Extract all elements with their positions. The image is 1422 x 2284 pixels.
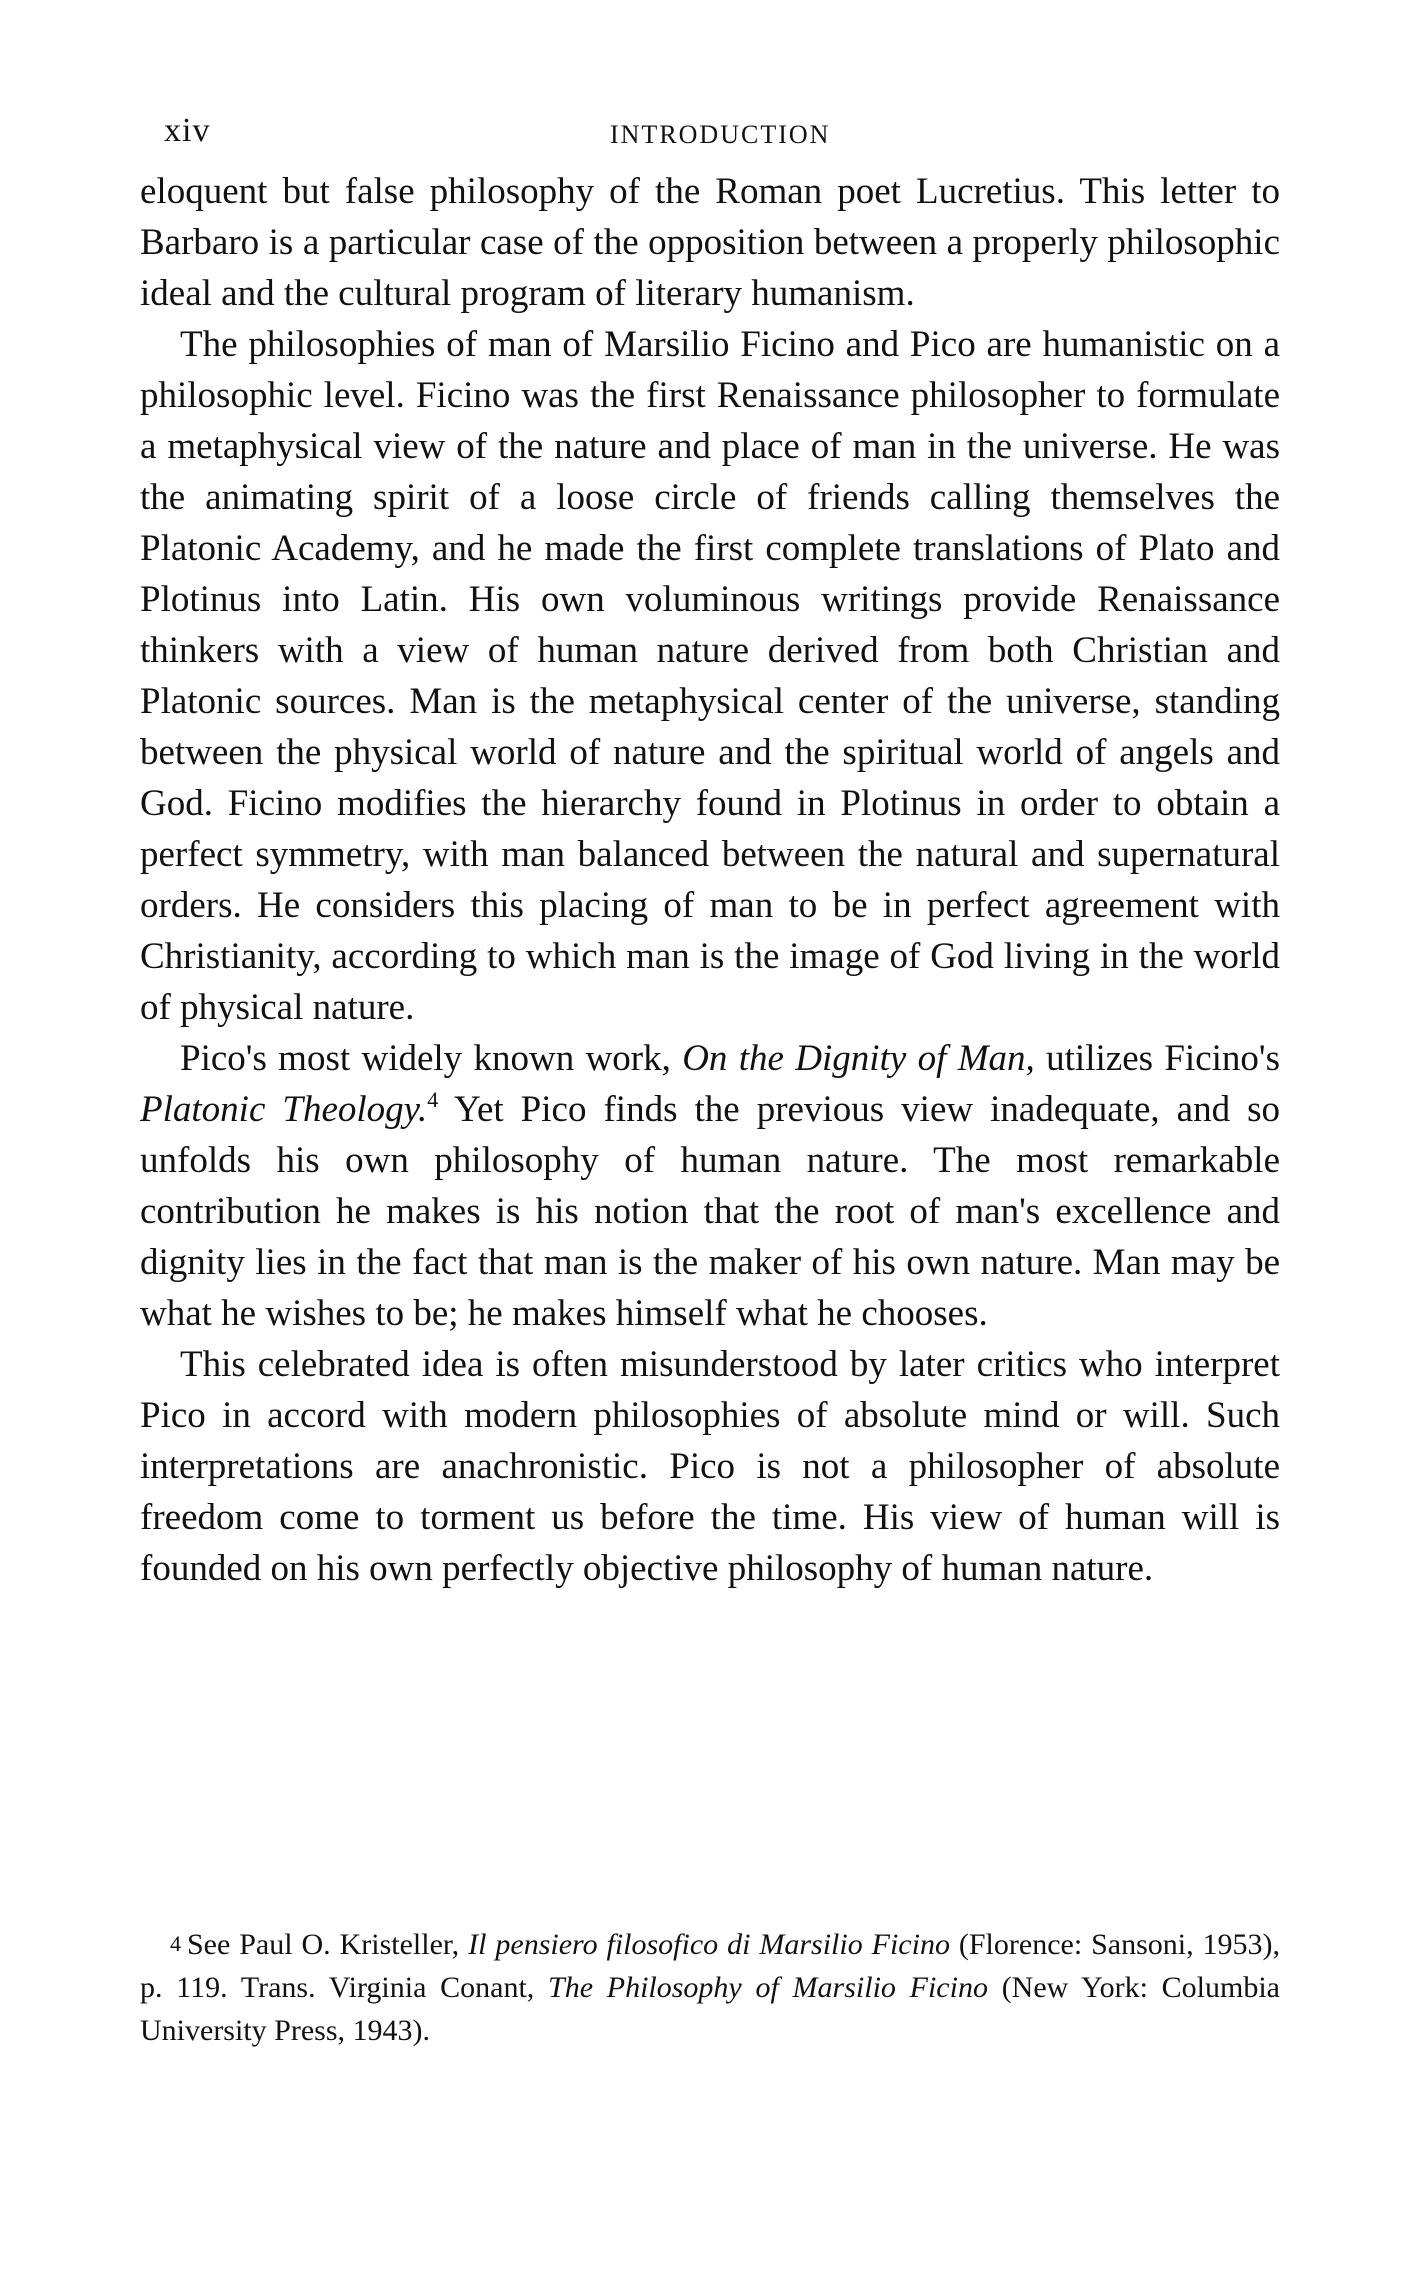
footnote-title-il-pensiero: Il pensiero filosofico di Marsilio Ficino <box>468 1928 950 1961</box>
footnote-text-a: See Paul O. Kristeller, <box>187 1928 469 1961</box>
footnote-text-b: (Florence: Sansoni, 1953), p. 119. Trans. Virginia Conant, <box>140 1928 1281 2004</box>
paragraph-3-text-b: utilizes Ficino's <box>1034 1038 1280 1079</box>
footnote <box>140 1922 1280 2052</box>
footnote-number: 4 <box>170 1931 181 1956</box>
body-text <box>140 166 1280 1594</box>
page-header <box>164 112 1286 162</box>
work-title-platonic-theology: Platonic Theology. <box>140 1089 428 1130</box>
work-title-dignity-of-man: On the Dignity of Man, <box>682 1038 1035 1079</box>
paragraph-3 <box>140 1033 1280 1339</box>
paragraph-4: This celebrated idea is often misunderstood by later critics who interpret Pico in accord with modern philosophies of absolute mind or will. Such interpretations are anachronistic. Pico is not a philosopher of absolute freedom come to torment us before the time. His view of human will is founded on his own perfectly objective philosophy of human nature. <box>140 1344 1280 1589</box>
paragraph-1: eloquent but false philosophy of the Roman poet Lucretius. This letter to Barbaro is a particular case of the opposition between a properly philosophic ideal and the cultural program of literary humanism. <box>140 171 1280 314</box>
footnote-title-philosophy-of-ficino: The Philosophy of Marsilio Ficino <box>548 1971 988 2004</box>
footnote-text-c: (New York: Columbia University Press, 1943). <box>140 1971 1280 2047</box>
paragraph-3-text-a: Pico's most widely known work, <box>180 1038 683 1079</box>
paragraph-3-text-c: Yet Pico finds the previous view inadequate, and so unfolds his own philosophy of human nature. The most remarkable contribution he makes is his notion that the root of man's excellence and dignity lies in the fact that man is the maker of his own nature. Man may be what he wishes to be; he makes himself what he chooses. <box>140 1089 1280 1334</box>
footnote-reference: 4 <box>427 1087 439 1112</box>
page-number: xiv <box>164 112 211 149</box>
running-head: INTRODUCTION <box>610 120 831 149</box>
paragraph-2: The philosophies of man of Marsilio Ficino and Pico are humanistic on a philosophic level. Ficino was the first Renaissance philosopher to formulate a metaphysical view of the nature and place of man in the universe. He was the animating spirit of a loose circle of friends calling themselves the Platonic Academy, and he made the first complete translations of Plato and Plotinus into Latin. His own voluminous writings provide Renaissance thinkers with a view of human nature derived from both Christian and Platonic sources. Man is the metaphysical center of the universe, standing between the physical world of nature and the spiritual world of angels and God. Ficino modifies the hierarchy found in Plotinus in order to obtain a perfect symmetry, with man balanced between the natural and supernatural orders. He considers this placing of man to be in perfect agreement with Christianity, according to which man is the image of God living in the world of physical nature. <box>140 324 1280 1028</box>
